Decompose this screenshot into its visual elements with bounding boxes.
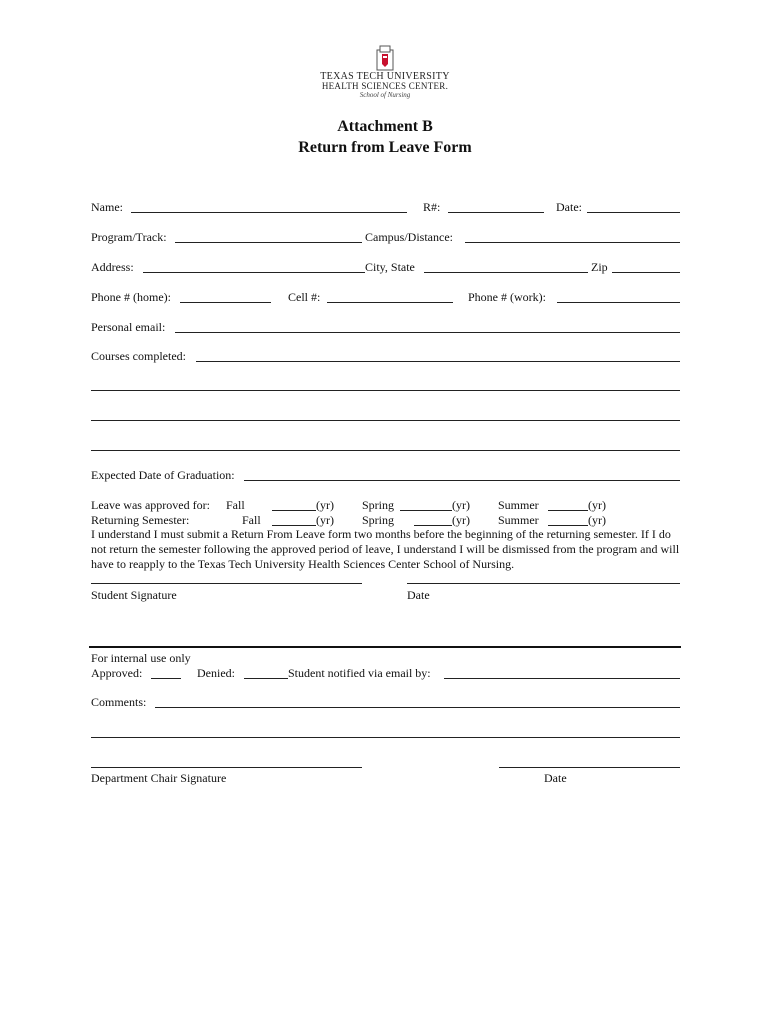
phone-home-field[interactable]	[180, 302, 271, 303]
returning-semester-label: Returning Semester:	[91, 513, 190, 527]
return-summer-year-field[interactable]	[548, 525, 588, 526]
leave-spring-year-field[interactable]	[400, 510, 452, 511]
tower-seal-icon	[374, 44, 396, 72]
return-fall-year-field[interactable]	[272, 525, 316, 526]
cell-field[interactable]	[327, 302, 453, 303]
expected-graduation-field[interactable]	[244, 480, 680, 481]
courses-completed-field[interactable]	[196, 361, 680, 362]
student-signature-field[interactable]	[91, 583, 362, 584]
campus-distance-field[interactable]	[465, 242, 680, 243]
notified-field[interactable]	[444, 678, 680, 679]
return-fall-yr: (yr)	[316, 513, 334, 527]
r-number-field[interactable]	[448, 212, 544, 213]
address-field[interactable]	[143, 272, 365, 273]
logo-center-name: HEALTH SCIENCES CENTER.	[321, 81, 449, 91]
logo-school-name: School of Nursing	[359, 91, 411, 99]
chair-signature-field[interactable]	[91, 767, 362, 768]
campus-distance-label: Campus/Distance:	[365, 230, 453, 244]
chair-signature-label: Department Chair Signature	[91, 771, 227, 785]
form-title: Return from Leave Form	[298, 139, 472, 156]
comments-field[interactable]	[155, 707, 680, 708]
courses-completed-label: Courses completed:	[91, 349, 186, 363]
courses-completed-line-3[interactable]	[91, 420, 680, 421]
student-date-label: Date	[407, 588, 430, 602]
leave-spring-label: Spring	[362, 498, 395, 512]
notified-label: Student notified via email by:	[288, 666, 431, 680]
leave-approved-label: Leave was approved for:	[91, 498, 210, 512]
student-date-field[interactable]	[407, 583, 680, 584]
leave-summer-yr: (yr)	[588, 498, 606, 512]
address-label: Address:	[91, 260, 134, 274]
return-fall-label: Fall	[242, 513, 261, 527]
denied-field[interactable]	[244, 678, 288, 679]
comments-line-2[interactable]	[91, 737, 680, 738]
form-attachment-title: Attachment B	[337, 118, 433, 135]
return-spring-yr: (yr)	[452, 513, 470, 527]
internal-use-divider	[89, 646, 681, 648]
comments-label: Comments:	[91, 695, 147, 709]
return-spring-year-field[interactable]	[414, 525, 452, 526]
ttuhsc-logo	[320, 44, 450, 106]
zip-field[interactable]	[612, 272, 680, 273]
personal-email-field[interactable]	[175, 332, 680, 333]
program-track-label: Program/Track:	[91, 230, 167, 244]
name-field[interactable]	[131, 212, 407, 213]
city-state-field[interactable]	[424, 272, 588, 273]
dismissal-statement: I understand I must submit a Return From Leave form two months before the beginning of the returning semester. If I do not return the semester following the approved period of leave, I understand I will be dismissed from the program and will have to reapply to the Texas Tech University Health Sciences Center School of Nursing.	[91, 527, 680, 571]
return-summer-label: Summer	[498, 513, 539, 527]
leave-summer-year-field[interactable]	[548, 510, 588, 511]
zip-label: Zip	[591, 260, 608, 274]
approved-field[interactable]	[151, 678, 181, 679]
chair-date-field[interactable]	[499, 767, 680, 768]
return-summer-yr: (yr)	[588, 513, 606, 527]
student-signature-label: Student Signature	[91, 588, 177, 602]
leave-fall-yr: (yr)	[316, 498, 334, 512]
courses-completed-line-4[interactable]	[91, 450, 680, 451]
program-track-field[interactable]	[175, 242, 362, 243]
date-label: Date:	[556, 200, 582, 214]
cell-label: Cell #:	[288, 290, 321, 304]
logo-university-name: TEXAS TECH UNIVERSITY	[320, 71, 450, 82]
phone-work-label: Phone # (work):	[468, 290, 546, 304]
phone-home-label: Phone # (home):	[91, 290, 171, 304]
r-number-label: R#:	[423, 200, 441, 214]
return-spring-label: Spring	[362, 513, 395, 527]
approved-label: Approved:	[91, 666, 143, 680]
personal-email-label: Personal email:	[91, 320, 166, 334]
leave-spring-yr: (yr)	[452, 498, 470, 512]
internal-use-heading: For internal use only	[91, 651, 191, 665]
leave-fall-year-field[interactable]	[272, 510, 316, 511]
chair-date-label: Date	[544, 771, 567, 785]
phone-work-field[interactable]	[557, 302, 680, 303]
leave-summer-label: Summer	[498, 498, 539, 512]
name-label: Name:	[91, 200, 123, 214]
city-state-label: City, State	[365, 260, 415, 274]
date-field[interactable]	[587, 212, 680, 213]
courses-completed-line-2[interactable]	[91, 390, 680, 391]
denied-label: Denied:	[197, 666, 235, 680]
expected-graduation-label: Expected Date of Graduation:	[91, 468, 235, 482]
leave-fall-label: Fall	[226, 498, 245, 512]
